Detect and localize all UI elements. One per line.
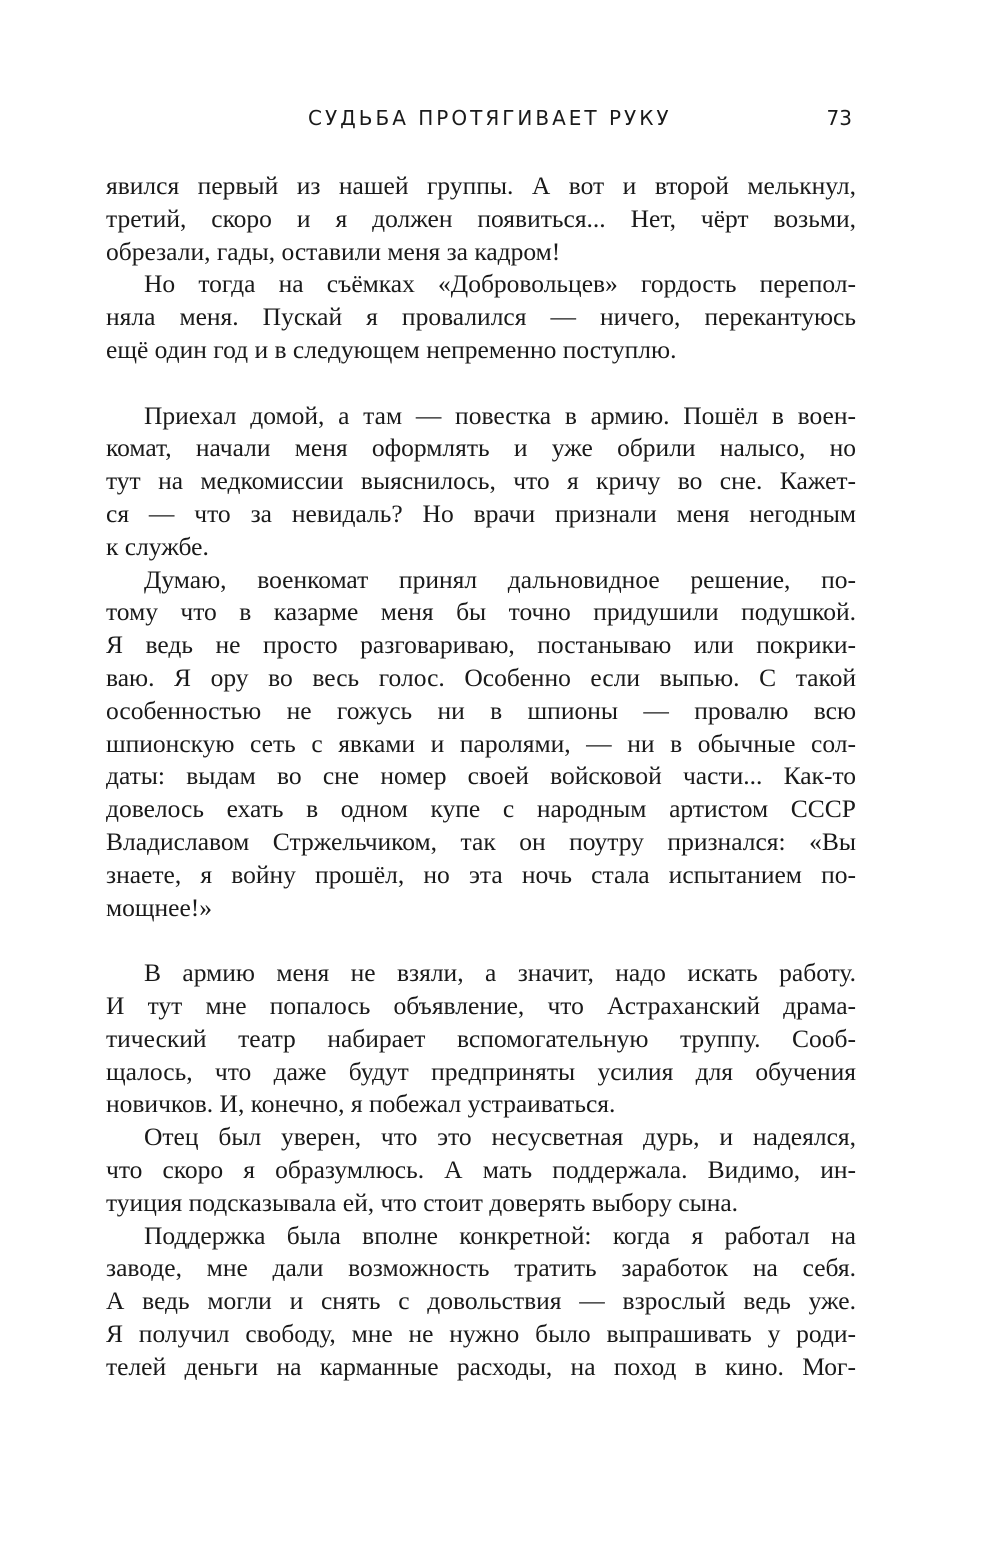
text-line: Отец был уверен, что это несусветная дурь, и надеялся, bbox=[144, 1122, 856, 1152]
text-line: В армию меня не взяли, а значит, надо искать работу. bbox=[144, 958, 856, 988]
text-line: мощнее!» bbox=[106, 892, 213, 922]
text-line: третий, скоро и я должен появиться... Нет, чёрт возьми, bbox=[106, 203, 856, 233]
text-line: Поддержка была вполне конкретной: когда я работал на bbox=[144, 1220, 856, 1250]
text-line: ещё один год и в следующем непременно поступлю. bbox=[106, 334, 677, 364]
text-line: А ведь могли и снять с довольствия — взрослый ведь уже. bbox=[106, 1286, 856, 1316]
text-line: особенностью не гожусь ни в шпионы — провалю всю bbox=[106, 695, 856, 725]
text-line: Думаю, военкомат принял дальновидное решение, по- bbox=[144, 564, 856, 594]
text-line: туиция подсказывала ей, что стоит доверять выбору сына. bbox=[106, 1187, 739, 1217]
text-line: к службе. bbox=[106, 531, 209, 561]
text-line: Приехал домой, а там — повестка в армию. Пошёл в воен- bbox=[144, 400, 856, 430]
text-line: комат, начали меня оформлять и уже обрили налысо, но bbox=[106, 433, 856, 463]
text-line: тический театр набирает вспомогательную труппу. Сооб- bbox=[106, 1023, 856, 1053]
text-line: обрезали, гады, оставили меня за кадром! bbox=[106, 236, 561, 266]
paragraph bbox=[106, 1121, 856, 1219]
text-line: довелось ехать в одном купе с народным артистом СССР bbox=[106, 794, 856, 824]
text-line: знаете, я войну прошёл, но эта ночь стала испытанием по- bbox=[106, 859, 856, 889]
paragraph-gap bbox=[106, 924, 856, 957]
text-line: Владиславом Стржельчиком, так он поутру признался: «Вы bbox=[106, 826, 856, 856]
text-line: тут на медкомиссии выяснилось, что я кричу во сне. Кажет- bbox=[106, 466, 856, 496]
paragraph bbox=[106, 170, 856, 268]
paragraph bbox=[106, 564, 856, 925]
paragraph bbox=[106, 268, 856, 366]
text-line: ваю. Я ору во весь голос. Особенно если выпью. С такой bbox=[106, 662, 856, 692]
text-line: Но тогда на съёмках «Добровольцев» гордость перепол- bbox=[144, 269, 856, 299]
text-line: И тут мне попалось объявление, что Астраханский драма- bbox=[106, 990, 856, 1020]
paragraph bbox=[106, 1220, 856, 1384]
text-line: щалось, что даже будут предприняты усилия для обучения bbox=[106, 1056, 856, 1086]
text-line: новичков. И, конечно, я побежал устраиваться. bbox=[106, 1089, 616, 1119]
text-line: тому что в казарме меня бы точно придушили подушкой. bbox=[106, 597, 856, 627]
text-line: шпионскую сеть с явками и паролями, — ни в обычные сол- bbox=[106, 728, 856, 758]
body-text bbox=[106, 170, 856, 1383]
text-line: даты: выдам во сне номер своей войсковой части... Как-то bbox=[106, 761, 856, 791]
paragraph bbox=[106, 400, 856, 564]
text-line: Я получил свободу, мне не нужно было выпрашивать у роди- bbox=[106, 1318, 856, 1348]
text-line: Я ведь не просто разговариваю, постанываю или покрики- bbox=[106, 630, 856, 660]
text-line: явился первый из нашей группы. А вот и второй мелькнул, bbox=[106, 171, 856, 200]
text-line: заводе, мне дали возможность тратить заработок на себя. bbox=[106, 1253, 856, 1283]
page-number: 73 bbox=[826, 106, 852, 130]
text-line: что скоро я образумлюсь. А мать поддержала. Видимо, ин- bbox=[106, 1154, 856, 1184]
text-line: телей деньги на карманные расходы, на поход в кино. Мог- bbox=[106, 1351, 856, 1381]
text-line: няла меня. Пускай я провалился — ничего, перекантуюсь bbox=[106, 302, 856, 332]
text-line: ся — что за невидаль? Но врачи признали меня негодным bbox=[106, 498, 856, 528]
paragraph bbox=[106, 957, 856, 1121]
running-head bbox=[0, 104, 1000, 136]
paragraph-gap bbox=[106, 367, 856, 400]
running-title: СУДЬБА ПРОТЯГИВАЕТ РУКУ bbox=[308, 106, 672, 130]
